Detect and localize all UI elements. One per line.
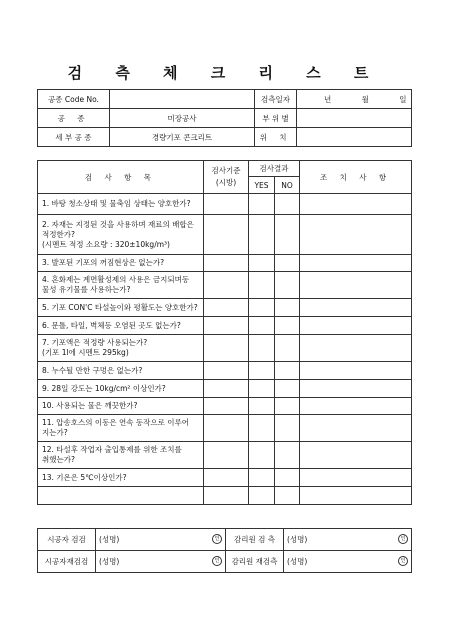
contractor-reinspect-label: 시공자재검검 bbox=[38, 551, 96, 573]
yes-cell[interactable] bbox=[249, 380, 275, 398]
checklist-row bbox=[38, 415, 412, 442]
standard-cell[interactable] bbox=[204, 272, 249, 299]
yes-cell[interactable] bbox=[249, 215, 275, 255]
action-cell[interactable] bbox=[300, 215, 412, 255]
yes-cell[interactable] bbox=[249, 299, 275, 317]
yes-cell[interactable] bbox=[249, 415, 275, 442]
standard-cell[interactable] bbox=[204, 398, 249, 415]
checklist-item-text: 11. 압송호스의 이동은 연속 동작으로 이루어 지는가? bbox=[38, 415, 204, 442]
checklist-row bbox=[38, 442, 412, 469]
checklist-item-text: 9. 28일 강도는 10kg/cm² 이상인가? bbox=[38, 380, 204, 398]
col-standard-header: 검사기준 (시방) bbox=[204, 161, 249, 194]
work-type-label: 공 종 bbox=[38, 109, 110, 128]
no-cell[interactable] bbox=[275, 398, 300, 415]
location-label: 위 치 bbox=[255, 128, 297, 147]
supervisor-reinspect-sign[interactable] bbox=[284, 551, 412, 573]
no-cell[interactable] bbox=[275, 215, 300, 255]
supervisor-reinspect-label: 감리원 재검측 bbox=[226, 551, 284, 573]
action-cell[interactable] bbox=[300, 362, 412, 380]
day-label: 일 bbox=[399, 94, 407, 104]
yes-cell[interactable] bbox=[249, 398, 275, 415]
checklist-row bbox=[38, 362, 412, 380]
no-cell[interactable] bbox=[275, 415, 300, 442]
name-label: (성명) bbox=[287, 535, 308, 544]
yes-cell[interactable] bbox=[249, 335, 275, 362]
contractor-reinspect-sign[interactable] bbox=[96, 551, 226, 573]
standard-cell[interactable] bbox=[204, 299, 249, 317]
checklist-row bbox=[38, 215, 412, 255]
part-label: 부 위 별 bbox=[255, 109, 297, 128]
detail-work-label: 세 부 공 종 bbox=[38, 128, 110, 147]
inspection-date-label: 검측일자 bbox=[255, 90, 297, 109]
checklist-row bbox=[38, 299, 412, 317]
standard-cell[interactable] bbox=[204, 362, 249, 380]
checklist-row bbox=[38, 380, 412, 398]
checklist-row bbox=[38, 469, 412, 487]
standard-cell[interactable] bbox=[204, 335, 249, 362]
project-code-label: 공종 Code No. bbox=[38, 90, 110, 109]
project-code-field[interactable] bbox=[110, 90, 255, 109]
col-yes-header: YES bbox=[249, 177, 275, 194]
action-cell[interactable] bbox=[300, 272, 412, 299]
name-label: (성명) bbox=[287, 557, 308, 566]
col-no-header: NO bbox=[275, 177, 300, 194]
seal-icon: 인 bbox=[398, 556, 408, 566]
yes-cell[interactable] bbox=[249, 272, 275, 299]
standard-cell[interactable] bbox=[204, 415, 249, 442]
action-cell[interactable] bbox=[300, 299, 412, 317]
checklist-item-text: 7. 기포액은 적정량 사용되는가? (기포 1l에 시멘트 295kg) bbox=[38, 335, 204, 362]
no-cell[interactable] bbox=[275, 335, 300, 362]
work-type-value[interactable]: 미장공사 bbox=[110, 109, 255, 128]
yes-cell[interactable] bbox=[249, 362, 275, 380]
standard-cell[interactable] bbox=[204, 442, 249, 469]
col-action-header: 조 치 사 항 bbox=[300, 161, 412, 194]
no-cell[interactable] bbox=[275, 299, 300, 317]
no-cell[interactable] bbox=[275, 272, 300, 299]
checklist-item-text: 6. 문틀, 타일, 벽체등 오염된 곳도 없는가? bbox=[38, 317, 204, 335]
checklist-row bbox=[38, 317, 412, 335]
seal-icon: 인 bbox=[212, 556, 222, 566]
checklist-item-text: 10. 사용되는 물은 깨끗한가? bbox=[38, 398, 204, 415]
no-cell[interactable] bbox=[275, 380, 300, 398]
yes-cell[interactable] bbox=[249, 317, 275, 335]
yes-cell[interactable] bbox=[249, 255, 275, 272]
header-table bbox=[37, 89, 412, 147]
checklist-item-text: 3. 발포된 기포의 꺼짐현상은 없는가? bbox=[38, 255, 204, 272]
name-label: (성명) bbox=[99, 557, 120, 566]
month-label: 월 bbox=[361, 94, 369, 104]
no-cell[interactable] bbox=[275, 362, 300, 380]
yes-cell[interactable] bbox=[249, 469, 275, 487]
action-cell[interactable] bbox=[300, 442, 412, 469]
no-cell[interactable] bbox=[275, 469, 300, 487]
checklist-item-text: 1. 바탕 청소상태 및 물축임 상태는 양호한가? bbox=[38, 194, 204, 215]
checklist-item-text: 2. 자재는 지정된 것을 사용하며 재료의 배합은 적정한가? (시멘트 적정 소요량 : 320±10kg/m³) bbox=[38, 215, 204, 255]
action-cell[interactable] bbox=[300, 398, 412, 415]
location-field[interactable] bbox=[297, 128, 412, 147]
part-field[interactable] bbox=[297, 109, 412, 128]
signature-table bbox=[37, 528, 412, 573]
checklist-row bbox=[38, 272, 412, 299]
name-label: (성명) bbox=[99, 535, 120, 544]
standard-cell[interactable] bbox=[204, 317, 249, 335]
standard-cell[interactable] bbox=[204, 487, 249, 505]
standard-cell[interactable] bbox=[204, 469, 249, 487]
standard-cell[interactable] bbox=[204, 380, 249, 398]
yes-cell[interactable] bbox=[249, 487, 275, 505]
checklist-row bbox=[38, 194, 412, 215]
no-cell[interactable] bbox=[275, 255, 300, 272]
checklist-row bbox=[38, 487, 412, 505]
standard-cell[interactable] bbox=[204, 255, 249, 272]
checklist-item-text bbox=[38, 487, 204, 505]
yes-cell[interactable] bbox=[249, 442, 275, 469]
action-cell[interactable] bbox=[300, 415, 412, 442]
checklist-item-text: 13. 기온은 5℃이상인가? bbox=[38, 469, 204, 487]
no-cell[interactable] bbox=[275, 194, 300, 215]
col-item-header: 검 사 항 목 bbox=[38, 161, 204, 194]
checklist-table bbox=[37, 160, 412, 505]
checklist-row bbox=[38, 255, 412, 272]
col-result-header: 검사결과 bbox=[249, 161, 300, 177]
action-cell[interactable] bbox=[300, 469, 412, 487]
year-label: 년 bbox=[324, 94, 332, 104]
action-cell[interactable] bbox=[300, 317, 412, 335]
no-cell[interactable] bbox=[275, 487, 300, 505]
checklist-row bbox=[38, 398, 412, 415]
checklist-item-text: 4. 혼화제는 계면활성제의 사용은 금지되며동 물성 유기물를 사용하는가? bbox=[38, 272, 204, 299]
detail-work-value[interactable]: 경량기포 콘크리트 bbox=[110, 128, 255, 147]
supervisor-inspect-sign[interactable] bbox=[284, 529, 412, 551]
standard-cell[interactable] bbox=[204, 194, 249, 215]
action-cell[interactable] bbox=[300, 380, 412, 398]
no-cell[interactable] bbox=[275, 442, 300, 469]
inspection-date-field[interactable] bbox=[297, 90, 412, 109]
seal-icon: 인 bbox=[212, 534, 222, 544]
standard-cell[interactable] bbox=[204, 215, 249, 255]
contractor-inspect-sign[interactable] bbox=[96, 529, 226, 551]
action-cell[interactable] bbox=[300, 255, 412, 272]
seal-icon: 인 bbox=[398, 534, 408, 544]
contractor-inspect-label: 시공자 검검 bbox=[38, 529, 96, 551]
action-cell[interactable] bbox=[300, 335, 412, 362]
action-cell[interactable] bbox=[300, 487, 412, 505]
checklist-item-text: 5. 기포 CON'C 타설높이와 평활도는 양호한가? bbox=[38, 299, 204, 317]
action-cell[interactable] bbox=[300, 194, 412, 215]
checklist-item-text: 8. 누수될 만한 구멍은 없는가? bbox=[38, 362, 204, 380]
checklist-item-text: 12. 타설후 작업자 출입통제를 위한 조치를 취했는가? bbox=[38, 442, 204, 469]
no-cell[interactable] bbox=[275, 317, 300, 335]
page-title: 검 측 체 크 리 스 트 bbox=[67, 64, 383, 82]
checklist-row bbox=[38, 335, 412, 362]
supervisor-inspect-label: 감리원 검 측 bbox=[226, 529, 284, 551]
yes-cell[interactable] bbox=[249, 194, 275, 215]
